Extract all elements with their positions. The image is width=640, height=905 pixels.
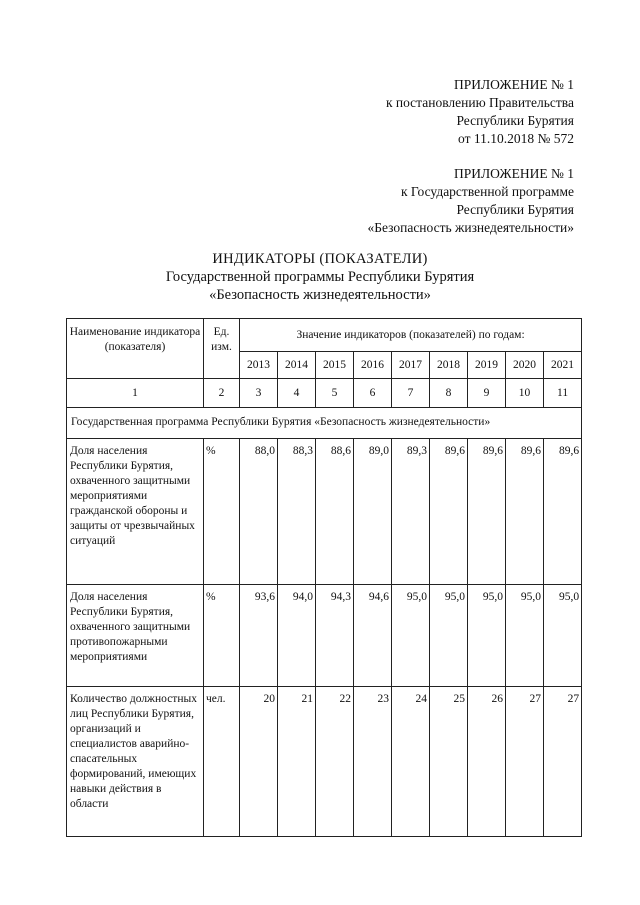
indicator-unit: % — [204, 439, 240, 585]
year-header: 2019 — [468, 352, 506, 379]
indicator-value: 94,3 — [316, 585, 354, 687]
year-header: 2013 — [240, 352, 278, 379]
indicator-value: 27 — [506, 687, 544, 837]
indicator-name: Количество должностных лиц Республики Бурятия, организаций и специалистов аварийно-спасательных формирований, имеющих навыки действия в области — [67, 687, 204, 837]
header-values: Значение индикаторов (показателей) по годам: — [240, 319, 582, 352]
title-line-3: «Безопасность жизнедеятельности» — [209, 287, 431, 303]
column-number: 3 — [240, 379, 278, 408]
section-row — [67, 408, 582, 439]
indicator-value: 21 — [278, 687, 316, 837]
year-header: 2014 — [278, 352, 316, 379]
indicator-value: 88,3 — [278, 439, 316, 585]
indicator-name: Доля населения Республики Бурятия, охваченного защитными мероприятиями гражданской обороны и защиты от чрезвычайных ситуаций — [67, 439, 204, 585]
indicator-value: 89,3 — [392, 439, 430, 585]
indicator-unit: чел. — [204, 687, 240, 837]
indicator-value: 23 — [354, 687, 392, 837]
column-numbers-row — [67, 379, 582, 408]
annex-label: ПРИЛОЖЕНИЕ № 1 — [453, 166, 574, 181]
annex-line: к Государственной программе — [400, 184, 574, 199]
indicator-value: 26 — [468, 687, 506, 837]
year-header: 2015 — [316, 352, 354, 379]
header-unit: Ед. изм. — [204, 319, 240, 379]
indicator-value: 24 — [392, 687, 430, 837]
indicator-value: 94,6 — [354, 585, 392, 687]
annex-date-number: от 11.10.2018 № 572 — [458, 131, 574, 146]
annex-line: к постановлению Правительства — [385, 95, 574, 110]
indicator-value: 88,0 — [240, 439, 278, 585]
indicators-table — [66, 318, 582, 837]
column-number: 4 — [278, 379, 316, 408]
annex-line: Республики Бурятия — [456, 202, 574, 217]
indicator-unit: % — [204, 585, 240, 687]
document-title — [0, 250, 640, 304]
indicator-row — [67, 687, 582, 837]
indicator-value: 93,6 — [240, 585, 278, 687]
year-header: 2021 — [544, 352, 582, 379]
annex-program-name: «Безопасность жизнедеятельности» — [367, 220, 574, 235]
indicator-value: 89,6 — [544, 439, 582, 585]
indicator-value: 95,0 — [544, 585, 582, 687]
column-number: 1 — [67, 379, 204, 408]
column-number: 10 — [506, 379, 544, 408]
indicator-name: Доля населения Республики Бурятия, охваченного защитными противопожарными мероприятиями — [67, 585, 204, 687]
column-number: 8 — [430, 379, 468, 408]
column-number: 11 — [544, 379, 582, 408]
indicator-value: 89,0 — [354, 439, 392, 585]
indicator-value: 95,0 — [468, 585, 506, 687]
indicator-value: 95,0 — [506, 585, 544, 687]
annex-label: ПРИЛОЖЕНИЕ № 1 — [453, 77, 574, 92]
section-title: Государственная программа Республики Бурятия «Безопасность жизнедеятельности» — [67, 408, 582, 439]
annex-program-block — [367, 165, 574, 237]
indicator-value: 25 — [430, 687, 468, 837]
column-number: 2 — [204, 379, 240, 408]
year-header: 2020 — [506, 352, 544, 379]
column-number: 5 — [316, 379, 354, 408]
indicator-value: 27 — [544, 687, 582, 837]
indicator-value: 95,0 — [392, 585, 430, 687]
header-row — [67, 319, 582, 352]
title-line-1: ИНДИКАТОРЫ (ПОКАЗАТЕЛИ) — [212, 251, 428, 267]
indicator-value: 20 — [240, 687, 278, 837]
indicator-value: 89,6 — [468, 439, 506, 585]
title-line-2: Государственной программы Республики Бурятия — [165, 269, 475, 285]
column-number: 6 — [354, 379, 392, 408]
indicator-value: 22 — [316, 687, 354, 837]
indicator-value: 89,6 — [430, 439, 468, 585]
annex-line: Республики Бурятия — [456, 113, 574, 128]
header-name: Наименование индикатора (показателя) — [67, 319, 204, 379]
indicator-row — [67, 585, 582, 687]
year-header: 2017 — [392, 352, 430, 379]
annex-resolution-block — [386, 76, 574, 148]
column-number: 7 — [392, 379, 430, 408]
indicator-value: 94,0 — [278, 585, 316, 687]
year-header: 2018 — [430, 352, 468, 379]
indicator-value: 89,6 — [506, 439, 544, 585]
indicator-row — [67, 439, 582, 585]
indicator-value: 88,6 — [316, 439, 354, 585]
column-number: 9 — [468, 379, 506, 408]
year-header: 2016 — [354, 352, 392, 379]
indicator-value: 95,0 — [430, 585, 468, 687]
